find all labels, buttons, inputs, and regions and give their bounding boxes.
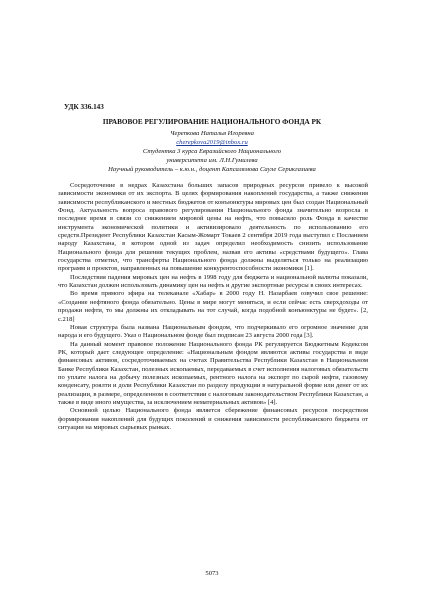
author-block	[0, 129, 424, 174]
author-name: Черепкова Наталья Игоревна	[170, 130, 254, 137]
author-status-line2: университета им. Л.Н.Гумилева	[166, 157, 258, 164]
paragraph: Сосредоточение в недрах Казахстана больших запасов природных ресурсов привело к высокой зависимости экономики от их экспорта. В целях формирования накоплений государства, а также снижения зависимости республиканского и местных бюджетов от конъюнктуры мировых цен был создан Национальный Фонд. Актуальность вопроса правового регулирования Национального фонда значительно возросла в последнее время в связи со снижением мировой цены на нефть, что повысило роль Фонда в качестве инструмента экономической политики и активизировало деятельность по использованию его средств.Президент Республики Казахстан Касым-Жомарт Токаев 2 сентября 2019 года выступил с Посланием народу Казахстана, в котором одной из задач определил необходимость снизить использование Национального фонда для решения текущих проблем, назвав его активы «средствами будущего». Глава государства отметил, что трансферты Национального фонда должны выделяться только на реализацию программ и проектов, направленных на повышение конкурентоспособности экономики [1].	[58, 182, 368, 273]
author-status-line1: Студентка 3 курса Евразийского Национального	[142, 148, 282, 155]
paragraph: Новая структура была названа Национальным фондом, что подчеркивало его огромное значение для народа и его будущего. Указ о Национальном фонде был подписан 23 августа 2000 года [3].	[58, 323, 368, 340]
article-body	[58, 182, 368, 432]
paragraph: Во время прямого эфира на телеканале «Хабар» в 2000 году Н. Назарбаев озвучил свое решение: «Создание нефтяного фонда обязательно. Цены в мире могут меняться, и если сейчас есть сверхдоходы от продажи нефти, то мы должны их откладывать на тот случай, когда подобной конъюнктуры не будет». [2, с.218]	[58, 290, 368, 323]
paragraph: Последствия падения мировых цен на нефть в 1998 году для бюджета и национальной валюты показали, что Казахстан должен использовать динамику цен на нефть и другие экспортные ресурсы в своих интересах.	[58, 273, 368, 290]
paragraph: Основной целью Национального фонда является сбережение финансовых ресурсов посредством формирования накоплений для будущих поколений и снижения зависимости республиканского бюджета от ситуации на мировых сырьевых рынках.	[58, 407, 368, 431]
supervisor-line: Научный руководитель – к.ю.н., доцент Капсалямова Сауле Серикгазиева	[108, 166, 316, 173]
paragraph: На данный момент правовое положение Национального фонда РК регулируется Бюджетным Кодексом РК, который дает следующее определение: «Национальным фондом являются активы государства в виде финансовых активов, сосредоточиваемых на счетах Правительства Республики Казахстан в Национальном Банке Республики Казахстан, полезных ископаемых, передаваемых в счет исполнения налоговых обязательств по уплате налога на добычу полезных ископаемых, рентного налога на экспорт по сырой нефти, газовому конденсату, роялти и доли Республики Казахстан по разделу продукции в натуральной форме или денег от их реализации, в размере, определенном в соответствии с налоговым законодательством Республики Казахстан, а также в виде иного имущества, за исключением нематериальных активов» [4].	[58, 340, 368, 406]
page-number: 5073	[205, 570, 219, 577]
article-title: ПРАВОВОЕ РЕГУЛИРОВАНИЕ НАЦИОНАЛЬНОГО ФОНДА РК	[102, 118, 322, 126]
udk-code: УДК 336.143	[64, 103, 104, 111]
author-email-link[interactable]: cherepkova2019@inbox.ru	[176, 139, 248, 146]
